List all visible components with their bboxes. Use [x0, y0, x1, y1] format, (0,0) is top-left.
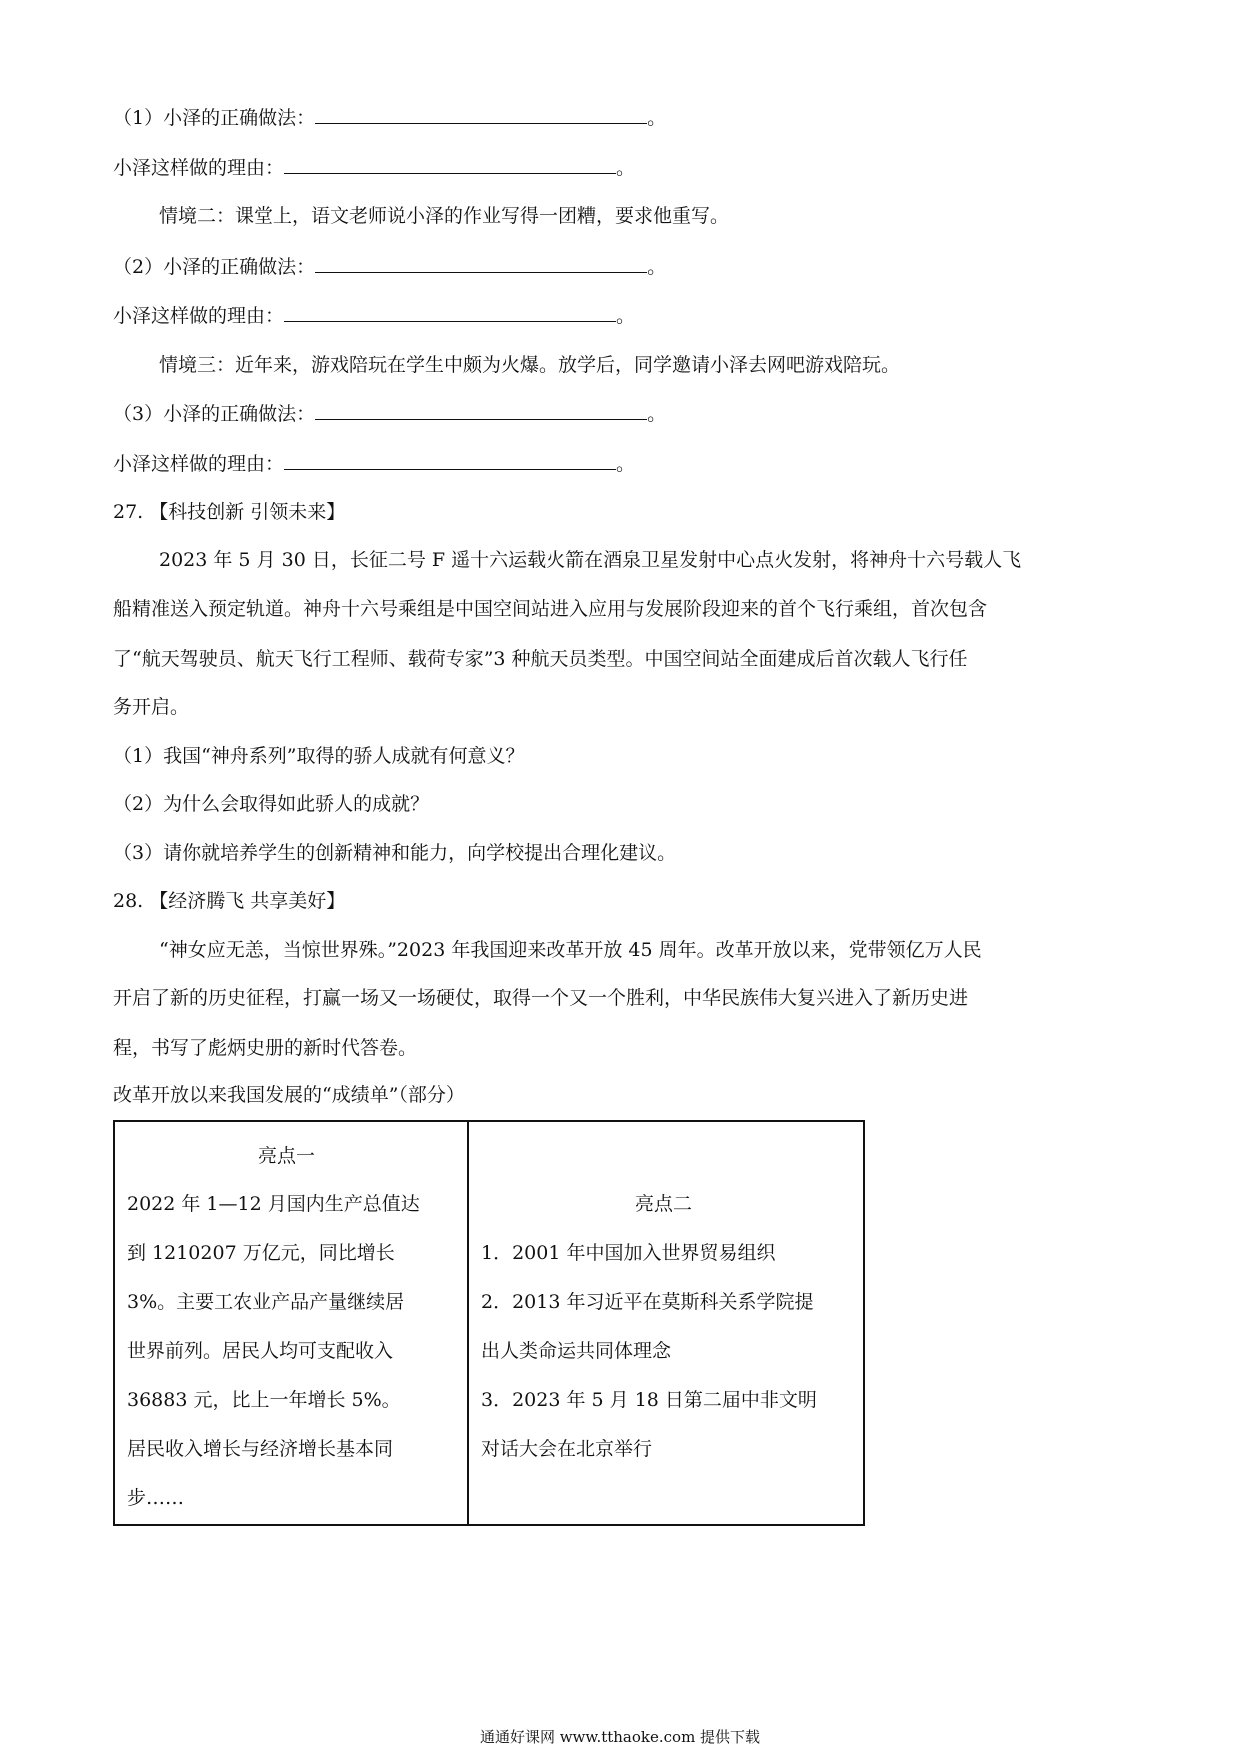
q27-question-2: （2）为什么会取得如此骄人的成就？	[113, 793, 430, 815]
achievement-table	[113, 1120, 865, 1526]
highlight-2-line: 1．2001 年中国加入世界贸易组织	[481, 1242, 776, 1264]
q1-action-label: （1）小泽的正确做法：	[113, 107, 316, 129]
q2-action-period: 。	[647, 256, 667, 278]
q1-reason-label: 小泽这样做的理由：	[113, 157, 285, 179]
q3-action-blank[interactable]	[315, 401, 647, 420]
q2-reason-label: 小泽这样做的理由：	[113, 305, 285, 327]
situation3-intro: 情境三：近年来，游戏陪玩在学生中颇为火爆。放学后，同学邀请小泽去网吧游戏陪玩。	[159, 354, 901, 376]
q3-reason-label: 小泽这样做的理由：	[113, 453, 285, 475]
highlight-1-line: 到 1210207 万亿元，同比增长	[127, 1242, 395, 1264]
q3-action-period: 。	[647, 403, 667, 425]
q1-reason-blank[interactable]	[284, 155, 616, 174]
q27-para-line: 船精准送入预定轨道。神舟十六号乘组是中国空间站进入应用与发展阶段迎来的首个飞行乘组，首次包含	[113, 598, 988, 620]
situation2-intro: 情境二：课堂上，语文老师说小泽的作业写得一团糟，要求他重写。	[159, 205, 730, 227]
q2-action-line	[113, 253, 666, 281]
q27-para-line: 2023 年 5 月 30 日，长征二号 F 遥十六运载火箭在酒泉卫星发射中心点火发射，将神舟十六号载人飞	[159, 549, 1022, 571]
footer-source: 通通好课网 www.tthaoke.com 提供下载	[479, 1728, 761, 1746]
q28-para-line: “神女应无恙，当惊世界殊。”2023 年我国迎来改革开放 45 周年。改革开放以来，党带领亿万人民	[159, 939, 982, 961]
q27-para-line: 务开启。	[113, 696, 190, 718]
q28-para-line: 程，书写了彪炳史册的新时代答卷。	[113, 1037, 418, 1059]
highlight-1-line: 36883 元，比上一年增长 5%。	[127, 1389, 401, 1411]
q2-reason-line	[113, 302, 635, 330]
table-divider	[467, 1122, 469, 1524]
q1-action-line	[113, 104, 666, 132]
q27-question-1: （1）我国“神舟系列”取得的骄人成就有何意义？	[113, 745, 525, 767]
q27-question-3: （3）请你就培养学生的创新精神和能力，向学校提出合理化建议。	[113, 842, 677, 864]
q28-heading: 28. 【经济腾飞 共享美好】	[113, 890, 346, 912]
q2-reason-blank[interactable]	[284, 303, 616, 322]
q3-action-label: （3）小泽的正确做法：	[113, 403, 316, 425]
highlight-1-line: 2022 年 1—12 月国内生产总值达	[127, 1193, 420, 1215]
q27-heading: 27. 【科技创新 引领未来】	[113, 501, 346, 523]
q1-action-blank[interactable]	[315, 105, 647, 124]
q1-action-period: 。	[647, 107, 667, 129]
q2-reason-period: 。	[616, 305, 636, 327]
highlight-2-line: 2．2013 年习近平在莫斯科关系学院提	[481, 1291, 814, 1313]
highlight-2-title: 亮点二	[635, 1193, 693, 1215]
highlight-1-title: 亮点一	[258, 1145, 316, 1167]
q27-para-line: 了“航天驾驶员、航天飞行工程师、载荷专家”3 种航天员类型。中国空间站全面建成后首次载人飞行任	[113, 648, 968, 670]
q28-table-caption: 改革开放以来我国发展的“成绩单”（部分）	[113, 1084, 465, 1106]
highlight-1-line: 居民收入增长与经济增长基本同	[127, 1438, 394, 1460]
q3-reason-period: 。	[616, 453, 636, 475]
highlight-1-line: 世界前列。居民人均可支配收入	[127, 1340, 394, 1362]
q3-reason-blank[interactable]	[284, 451, 616, 470]
highlight-1-line: 3%。主要工农业产品产量继续居	[127, 1291, 405, 1313]
q28-para-line: 开启了新的历史征程，打赢一场又一场硬仗，取得一个又一个胜利，中华民族伟大复兴进入了新历史进	[113, 987, 969, 1009]
highlight-2-line: 3．2023 年 5 月 18 日第二届中非文明	[481, 1389, 817, 1411]
q1-reason-line	[113, 154, 635, 182]
highlight-2-line: 对话大会在北京举行	[481, 1438, 653, 1460]
q3-reason-line	[113, 450, 635, 478]
highlight-2-line: 出人类命运共同体理念	[481, 1340, 672, 1362]
q2-action-label: （2）小泽的正确做法：	[113, 256, 316, 278]
q3-action-line	[113, 400, 666, 428]
q2-action-blank[interactable]	[315, 254, 647, 273]
q1-reason-period: 。	[616, 157, 636, 179]
highlight-1-line: 步……	[127, 1487, 185, 1509]
